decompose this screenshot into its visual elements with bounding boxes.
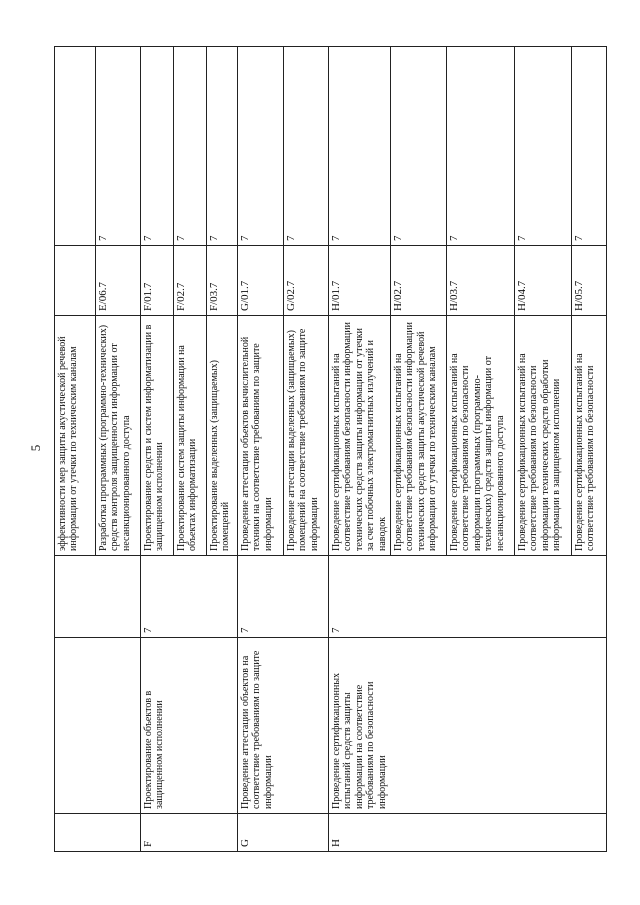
task-code-cell: F/03.7 xyxy=(207,246,238,316)
task-name-cell: Проведение сертификационных испытаний на соответствие требованиям безопасности информации технических средств защиты акустической речевой информации от утечки по техническим каналам xyxy=(391,316,447,556)
task-level-cell: 7 xyxy=(572,47,607,246)
task-code-cell: F/01.7 xyxy=(141,246,174,316)
table-row xyxy=(238,47,284,852)
page-number: 5 xyxy=(28,444,43,452)
function-level-cell: 7 xyxy=(141,556,238,638)
function-code-cell: H xyxy=(329,814,607,852)
task-code-cell: G/01.7 xyxy=(238,246,284,316)
task-name-cell: Проектирование выделенных (защищаемых) помещений xyxy=(207,316,238,556)
function-name-cell: Проектирование объектов в защищенном исполнении xyxy=(141,638,238,814)
task-code-cell: H/05.7 xyxy=(572,246,607,316)
task-name-cell: Проведение сертификационных испытаний на соответствие требованиям по безопасности xyxy=(572,316,607,556)
function-name-cell: Проведение сертификационных испытаний средств защиты информации на соответствие требованиям по безопасности информации xyxy=(329,638,607,814)
task-code-cell: H/01.7 xyxy=(329,246,391,316)
task-name-cell: Проектирование средств и систем информатизации в защищенном исполнении xyxy=(141,316,174,556)
task-name-cell: Проведение сертификационных испытаний на соответствие требованиям безопасности информации технических средств защиты информации от утечки за счет побочных электромагнитных излучений и наводок xyxy=(329,316,391,556)
function-level-cell: 7 xyxy=(238,556,329,638)
function-level-cell: 7 xyxy=(329,556,607,638)
task-name-cell: Проведение аттестации объектов вычислительной техники на соответствие требованиям по защите информации xyxy=(238,316,284,556)
task-name-cell: Проектирование систем защиты информации на объектах информатизации xyxy=(174,316,207,556)
task-level-cell: 7 xyxy=(141,47,174,246)
task-code-cell: E/06.7 xyxy=(96,246,141,316)
task-level-cell: 7 xyxy=(96,47,141,246)
table-row xyxy=(141,47,174,852)
task-level-cell: 7 xyxy=(207,47,238,246)
task-code-cell: F/02.7 xyxy=(174,246,207,316)
function-name-cell: Проведение аттестации объектов на соответствие требованиям по защите информации xyxy=(238,638,329,814)
functions-table xyxy=(54,46,607,852)
table-row xyxy=(55,47,96,852)
task-code-cell: H/02.7 xyxy=(391,246,447,316)
task-level-cell: 7 xyxy=(391,47,447,246)
task-code-cell: H/03.7 xyxy=(447,246,515,316)
task-level-cell: 7 xyxy=(284,47,329,246)
table-row xyxy=(329,47,391,852)
function-code-cell xyxy=(55,814,141,852)
task-name-cell: эффективности мер защиты акустической речевой информации от утечки по техническим каналам xyxy=(55,316,96,556)
task-level-cell xyxy=(55,47,96,246)
function-code-cell: F xyxy=(141,814,238,852)
function-level-cell xyxy=(55,556,141,638)
task-level-cell: 7 xyxy=(238,47,284,246)
rotated-table-container xyxy=(54,47,600,852)
task-name-cell: Проведение сертификационных испытаний на соответствие требованиям по безопасности информации технических средств обработки информации в защищенном исполнении xyxy=(515,316,572,556)
task-name-cell: Разработка программных (программно-технических) средств контроля защищенности информации от несанкционированного доступа xyxy=(96,316,141,556)
task-level-cell: 7 xyxy=(447,47,515,246)
function-name-cell xyxy=(55,638,141,814)
task-code-cell: G/02.7 xyxy=(284,246,329,316)
task-code-cell xyxy=(55,246,96,316)
function-code-cell: G xyxy=(238,814,329,852)
task-level-cell: 7 xyxy=(329,47,391,246)
task-name-cell: Проведение сертификационных испытаний на соответствие требованиям по безопасности информации программных (программно-технических) средств защиты информации от несанкционированного доступа xyxy=(447,316,515,556)
task-name-cell: Проведение аттестации выделенных (защищаемых) помещений на соответствие требованиям по защите информации xyxy=(284,316,329,556)
task-code-cell: H/04.7 xyxy=(515,246,572,316)
task-level-cell: 7 xyxy=(174,47,207,246)
task-level-cell: 7 xyxy=(515,47,572,246)
